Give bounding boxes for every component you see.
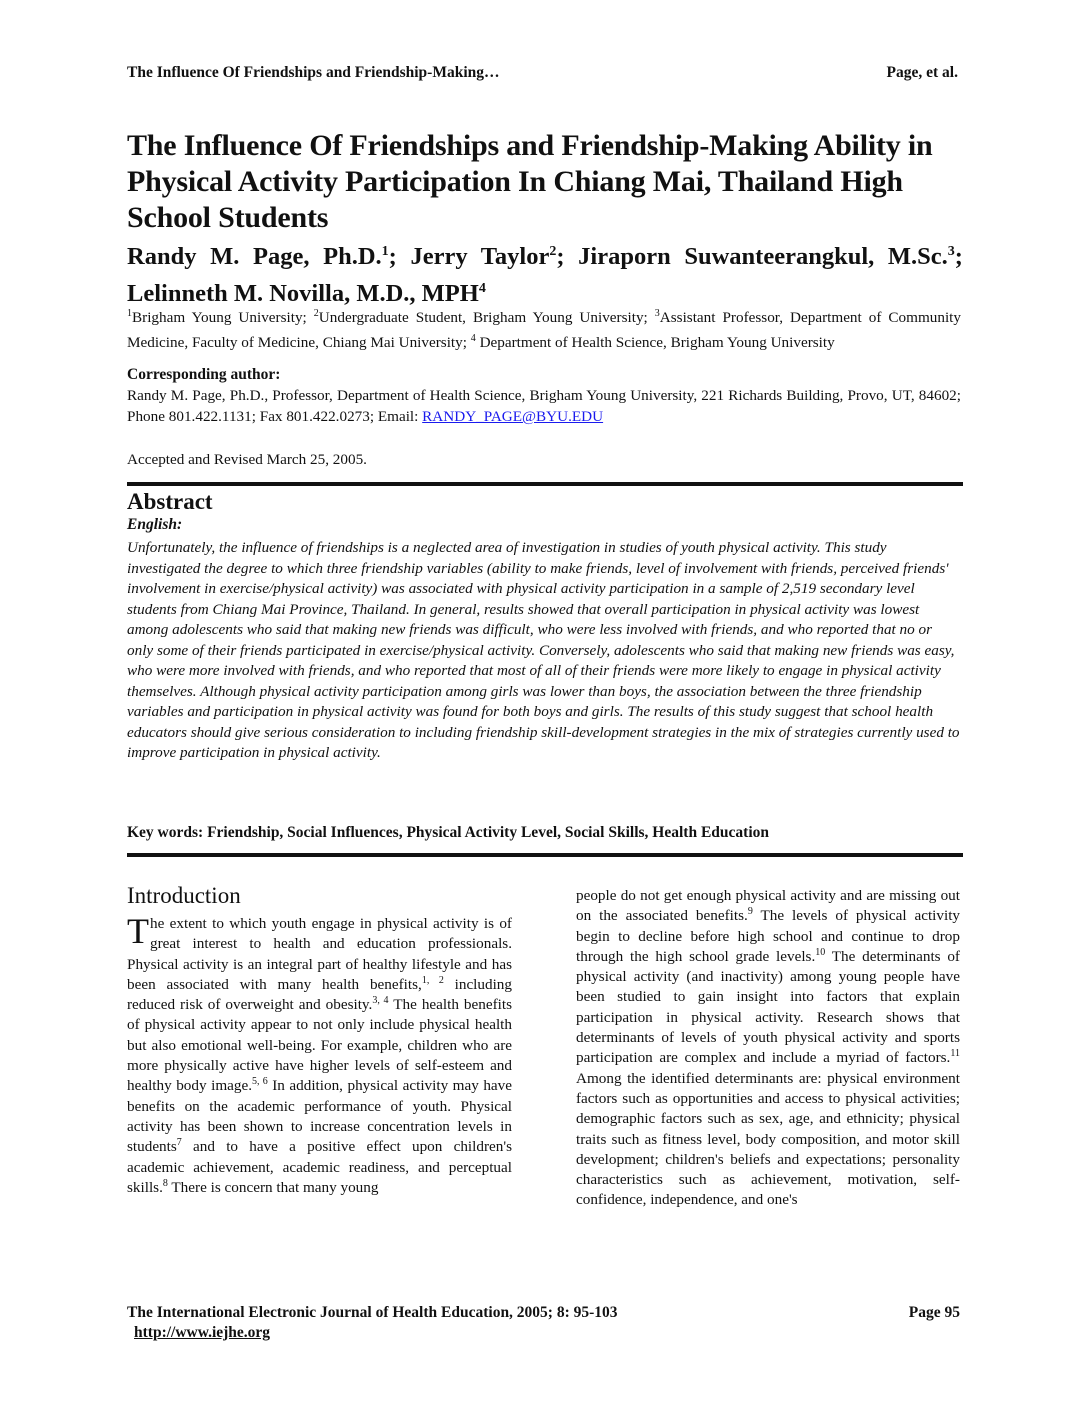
citation-marker: 11 <box>950 1048 960 1060</box>
accepted-date: Accepted and Revised March 25, 2005. <box>127 451 367 468</box>
affiliation-text: Department of Health Science, Brigham Young University <box>475 333 835 351</box>
paragraph-text: The determinants of physical activity (and inactivity) among young people have been studied to gain insight into factors that explain participation in physical activity. Research shows that determinants of levels of youth physical activity and sports participation are complex and include a myriad of factors. <box>576 947 960 1067</box>
corresponding-author-text: Randy M. Page, Ph.D., Professor, Department of Health Science, Brigham Young University, 221 Richards Building, Provo, UT, 84602; Phone 801.422.1131; Fax 801.422.0273; Email: <box>127 387 961 425</box>
paper-title: The Influence Of Friendships and Friendship-Making Ability in Physical Activity Participation In Chiang Mai, Thailand High School Students <box>127 129 933 234</box>
paragraph-text: In addition, physical activity may have benefits on the academic performance of youth. Physical activity has been shown to increase concentration levels in students <box>127 1077 513 1156</box>
author-separator: ; <box>556 243 579 271</box>
affiliation-marker: 4 <box>470 332 476 344</box>
citation-marker: 5, 6 <box>252 1076 268 1088</box>
footer-journal-citation: The International Electronic Journal of Health Education, 2005; 8: 95-103 <box>127 1304 618 1321</box>
paragraph-text: he extent to which youth engage in physical activity is of great interest to health and education professionals. Physical activity is an integral part of healthy lifestyle and has been associated with many health benefits, <box>127 915 512 993</box>
introduction-dropcap: T <box>127 911 149 951</box>
paragraph-text: The levels of physical activity begin to decline before high school and continue to drop through the high school grade levels. <box>576 907 961 965</box>
abstract-heading: Abstract <box>127 489 213 514</box>
affiliation-text: Assistant Professor, Department of Community Medicine, Faculty of Medicine, Chiang Mai University; <box>127 309 961 351</box>
author-name: Randy M. Page, Ph.D. <box>127 243 382 271</box>
citation-marker: 8 <box>162 1177 168 1189</box>
author-affiliation-marker: 3 <box>947 244 955 259</box>
running-header-authors: Page, et al. <box>886 64 958 81</box>
citation-marker: 7 <box>176 1137 182 1149</box>
paragraph-text: Among the identified determinants are: physical environment factors such as opportunities and access to physical activities; demographic factors such as sex, age, and ethnicity; physical traits such as fitness level, body composition, and motor skill development; children's beliefs and expectations; personality characteristics such as achievement, motivation, self-confidence, independence, and one's <box>576 1069 960 1209</box>
citation-marker: 9 <box>747 906 753 918</box>
keywords-list: : Friendship, Social Influences, Physical Activity Level, Social Skills, Health Education <box>198 824 770 841</box>
author-affiliation-marker: 2 <box>549 244 557 259</box>
footer-page-number: Page 95 <box>908 1304 960 1321</box>
author-name: Jiraporn Suwanteerangkul, M.Sc. <box>578 243 948 271</box>
affiliation-marker: 2 <box>313 308 319 319</box>
paragraph-text: The health benefits of physical activity appear to not only include physical health but also emotional well-being. For example, children who are more physically active have higher levels of self-esteem and healthy body image. <box>127 996 512 1095</box>
paragraph-text: There is concern that many young <box>167 1178 379 1196</box>
corresponding-author-heading: Corresponding author: <box>127 366 281 383</box>
author-separator: ; <box>954 243 963 271</box>
affiliation-text: Brigham Young University; <box>132 309 314 327</box>
keywords-label: Key words <box>127 824 199 841</box>
affiliation-marker: 3 <box>654 308 660 319</box>
author-affiliation-marker: 4 <box>478 281 486 297</box>
author-list <box>127 236 963 310</box>
affiliation-text: Undergraduate Student, Brigham Young University; <box>318 309 655 327</box>
paragraph-text: including reduced risk of overweight and obesity. <box>127 975 512 1014</box>
affiliation-marker: 1 <box>127 308 132 319</box>
paragraph-text: people do not get enough physical activity and are missing out on the associated benefits. <box>576 887 960 925</box>
footer-journal-link[interactable]: http://www.iejhe.org <box>134 1324 271 1341</box>
author-name: Jerry Taylor <box>410 243 550 271</box>
introduction-heading: Introduction <box>127 883 241 908</box>
author-separator: ; <box>388 243 411 271</box>
running-header-title: The Influence Of Friendships and Friendship-Making… <box>127 64 500 81</box>
citation-marker: 1, 2 <box>421 974 444 986</box>
abstract-top-rule <box>127 482 963 486</box>
introduction-right-column <box>576 886 960 1211</box>
paragraph-text: and to have a positive effect upon children's academic achievement, academic readiness, and perceptual skills. <box>127 1138 512 1196</box>
citation-marker: 3, 4 <box>372 995 389 1007</box>
abstract-body: Unfortunately, the influence of friendships is a neglected area of investigation in studies of youth physical activity. This study investigated the degree to which three friendship variables (ability to make friends, level of involvement with friends, perceived friends' involvement in exercise/physical activity) was associated with physical activity participation in a sample of 2,519 secondary level students from Chiang Mai Province, Thailand. In general, results showed that overall participation in physical activity was lowest among adolescents who said that making new friends was difficult, who were less involved with friends, and who reported that no or only some of their friends participated in exercise/physical activity. Conversely, adolescents who said that making new friends was easy, who were more involved with friends, and who reported that most of all of their friends were more likely to engage in physical activity themselves. Although physical activity participation among girls was lower than boys, the association between the three friendship variables and participation in physical activity was found for both boys and girls. The results of this study suggest that school health educators should give serious consideration to including friendship skill-development strategies in the mix of strategies currently used to improve participation in physical activity. <box>127 539 960 761</box>
corresponding-author-details <box>127 385 961 427</box>
keywords <box>127 824 769 842</box>
abstract-language-label: English: <box>127 516 183 533</box>
introduction-left-column <box>127 911 513 1198</box>
abstract-bottom-rule <box>127 853 963 857</box>
affiliations <box>127 304 961 353</box>
running-header <box>127 64 958 86</box>
author-affiliation-marker: 1 <box>381 244 389 259</box>
corresponding-email-link[interactable]: RANDY_PAGE@BYU.EDU <box>422 408 604 425</box>
author-name: Lelinneth M. Novilla, M.D., MPH <box>127 280 479 308</box>
citation-marker: 10 <box>815 946 826 958</box>
